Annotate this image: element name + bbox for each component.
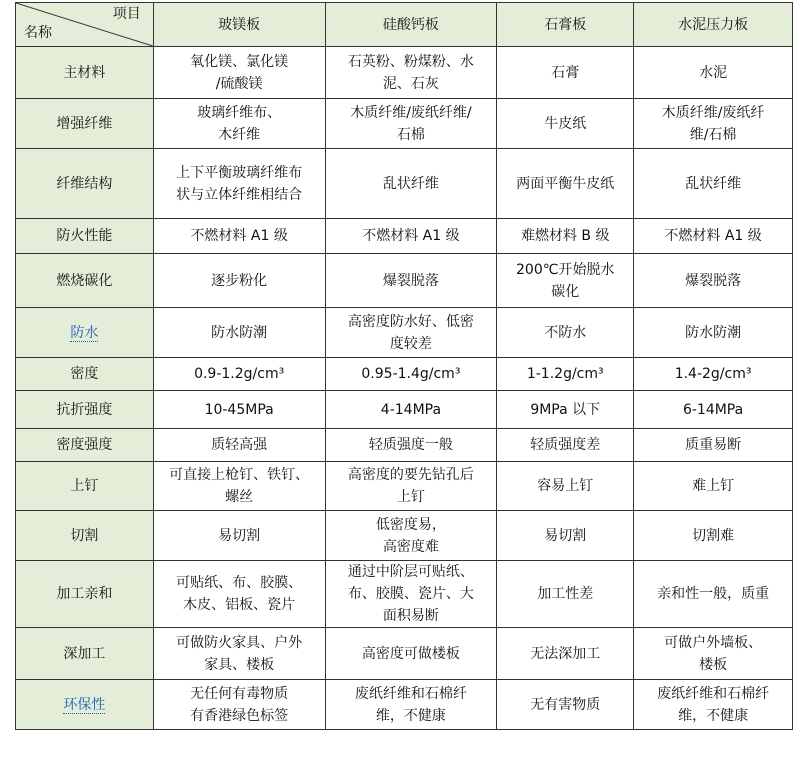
table-row: [16, 680, 793, 730]
row-label-text: 增强纤维: [56, 115, 113, 132]
table-row: [16, 308, 793, 358]
row-label-text: 抗折强度: [56, 401, 113, 418]
row-label-text: 上钉: [70, 478, 99, 494]
table-cell: 防水防潮: [153, 308, 325, 358]
table-cell: 石膏: [497, 47, 634, 99]
row-label: [16, 358, 154, 391]
table-cell: 石英粉、粉煤粉、水 泥、石灰: [325, 47, 497, 99]
table-cell: 两面平衡牛皮纸: [497, 149, 634, 219]
row-label: [16, 680, 154, 730]
table-cell: 高密度可做楼板: [325, 628, 497, 680]
table-cell: 4-14MPa: [325, 391, 497, 429]
table-cell: 逐步粉化: [153, 254, 325, 308]
table-cell: 加工性差: [497, 561, 634, 628]
table-cell: 可做户外墙板、 楼板: [634, 628, 793, 680]
comparison-table: [15, 2, 793, 730]
table-row: [16, 219, 793, 254]
table-row: [16, 628, 793, 680]
table-cell: 容易上钉: [497, 462, 634, 511]
column-header: 硅酸钙板: [325, 3, 497, 47]
table-cell: 乱状纤维: [634, 149, 793, 219]
row-label: [16, 561, 154, 628]
table-row: [16, 561, 793, 628]
table-row: [16, 462, 793, 511]
row-label: [16, 391, 154, 429]
corner-top-label: 项目: [112, 6, 141, 22]
row-label: [16, 149, 154, 219]
table-cell: 无有害物质: [497, 680, 634, 730]
column-header: 玻镁板: [153, 3, 325, 47]
table-cell: 难燃材料 B 级: [497, 219, 634, 254]
row-label: [16, 219, 154, 254]
column-header: 石膏板: [497, 3, 634, 47]
table-cell: 防水防潮: [634, 308, 793, 358]
row-label-text: 防火性能: [56, 228, 113, 244]
row-label-text: 防水: [70, 324, 99, 341]
table-cell: 质重易断: [634, 429, 793, 462]
table-cell: 10-45MPa: [153, 391, 325, 429]
table-cell: 废纸纤维和石棉纤 维，不健康: [325, 680, 497, 730]
header-row: [16, 3, 793, 47]
row-label-text: 主材料: [63, 64, 106, 81]
row-label-text: 深加工: [63, 645, 106, 662]
column-header: 水泥压力板: [634, 3, 793, 47]
table-cell: 爆裂脱落: [634, 254, 793, 308]
table-cell: 1-1.2g/cm³: [497, 358, 634, 391]
table-cell: 高密度防水好、低密 度较差: [325, 308, 497, 358]
table-cell: 水泥: [634, 47, 793, 99]
row-label: [16, 429, 154, 462]
table-cell: 上下平衡玻璃纤维布 状与立体纤维相结合: [153, 149, 325, 219]
table-cell: 爆裂脱落: [325, 254, 497, 308]
table-cell: 0.9-1.2g/cm³: [153, 358, 325, 391]
table-cell: 6-14MPa: [634, 391, 793, 429]
table-cell: 难上钉: [634, 462, 793, 511]
table-cell: 易切割: [497, 511, 634, 561]
table-row: [16, 358, 793, 391]
row-label-text: 切割: [70, 527, 99, 544]
row-label: [16, 628, 154, 680]
table-cell: 木质纤维/废纸纤 维/石棉: [634, 99, 793, 149]
table-cell: 轻质强度差: [497, 429, 634, 462]
row-label-text: 环保性: [63, 696, 106, 713]
table-cell: 通过中阶层可贴纸、 布、胶膜、瓷片、大 面积易断: [325, 561, 497, 628]
table-cell: 200℃开始脱水 碳化: [497, 254, 634, 308]
row-label-text: 燃烧碳化: [56, 272, 113, 289]
table-cell: 不燃材料 A1 级: [325, 219, 497, 254]
table-cell: 木质纤维/废纸纤维/ 石棉: [325, 99, 497, 149]
row-label-text: 纤维结构: [56, 175, 113, 192]
row-label: [16, 511, 154, 561]
row-label: [16, 462, 154, 511]
row-label: [16, 254, 154, 308]
cut-off-text-line: [22, 760, 482, 765]
corner-cell: [16, 3, 154, 47]
table-cell: 0.95-1.4g/cm³: [325, 358, 497, 391]
table-cell: 切割难: [634, 511, 793, 561]
table-cell: 废纸纤维和石棉纤 维，不健康: [634, 680, 793, 730]
table-cell: 低密度易， 高密度难: [325, 511, 497, 561]
table-cell: 轻质强度一般: [325, 429, 497, 462]
table-row: [16, 99, 793, 149]
row-label: [16, 308, 154, 358]
table-cell: 9MPa 以下: [497, 391, 634, 429]
row-label-text: 密度: [70, 366, 99, 382]
table-cell: 不燃材料 A1 级: [153, 219, 325, 254]
table-cell: 可做防火家具、户外 家具、楼板: [153, 628, 325, 680]
table-cell: 质轻高强: [153, 429, 325, 462]
table-cell: 牛皮纸: [497, 99, 634, 149]
table-row: [16, 391, 793, 429]
row-label: [16, 99, 154, 149]
corner-bottom-label: 名称: [24, 25, 52, 41]
row-label: [16, 47, 154, 99]
table-cell: 无法深加工: [497, 628, 634, 680]
table-row: [16, 429, 793, 462]
table-cell: 易切割: [153, 511, 325, 561]
table-cell: 氧化镁、氯化镁 /硫酸镁: [153, 47, 325, 99]
table-cell: 不燃材料 A1 级: [634, 219, 793, 254]
table-cell: 玻璃纤维布、 木纤维: [153, 99, 325, 149]
row-label-text: 加工亲和: [56, 586, 113, 602]
table-cell: 1.4-2g/cm³: [634, 358, 793, 391]
table-cell: 可直接上枪钉、铁钉、 螺丝: [153, 462, 325, 511]
table-cell: 可贴纸、布、胶膜、 木皮、铝板、瓷片: [153, 561, 325, 628]
table-row: [16, 511, 793, 561]
table-row: [16, 149, 793, 219]
table-cell: 高密度的要先钻孔后 上钉: [325, 462, 497, 511]
table-cell: 亲和性一般，质重: [634, 561, 793, 628]
table-cell: 无任何有毒物质 有香港绿色标签: [153, 680, 325, 730]
row-label-text: 密度强度: [56, 437, 113, 453]
table-row: [16, 47, 793, 99]
table-row: [16, 254, 793, 308]
table-cell: 乱状纤维: [325, 149, 497, 219]
table-cell: 不防水: [497, 308, 634, 358]
